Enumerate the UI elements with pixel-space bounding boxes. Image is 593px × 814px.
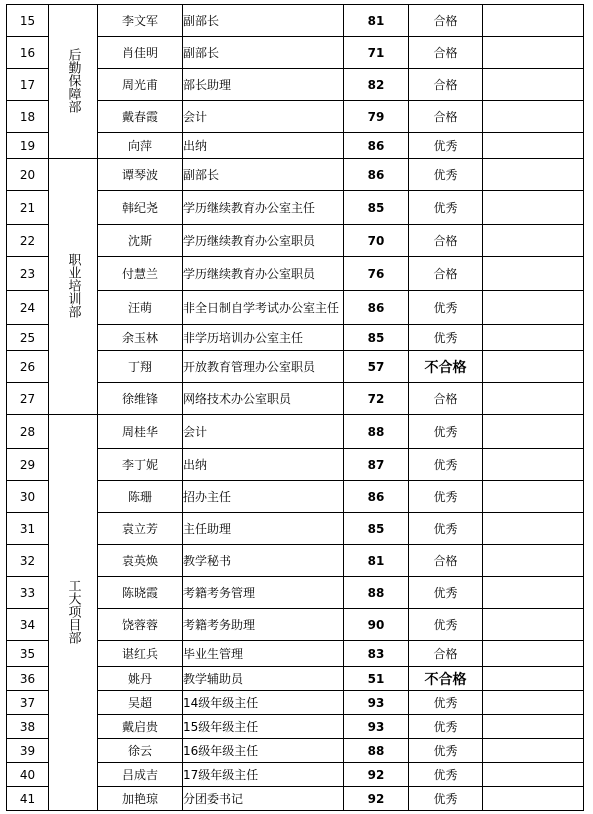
empty-cell [483, 5, 584, 37]
position-cell: 14级年级主任 [183, 691, 344, 715]
position-cell: 出纳 [183, 449, 344, 481]
position-cell: 网络技术办公室职员 [183, 383, 344, 415]
grade-cell: 优秀 [409, 481, 483, 513]
grade-cell: 不合格 [409, 667, 483, 691]
empty-cell [483, 609, 584, 641]
score-cell: 88 [344, 739, 409, 763]
score-cell: 90 [344, 609, 409, 641]
grade-cell: 优秀 [409, 763, 483, 787]
empty-cell [483, 383, 584, 415]
grade-cell: 优秀 [409, 739, 483, 763]
score-cell: 79 [344, 101, 409, 133]
row-number-cell: 31 [7, 513, 49, 545]
position-cell: 非学历培训办公室主任 [183, 325, 344, 351]
empty-cell [483, 513, 584, 545]
grade-cell: 合格 [409, 257, 483, 291]
position-cell: 副部长 [183, 5, 344, 37]
name-cell: 肖佳明 [98, 37, 183, 69]
score-cell: 51 [344, 667, 409, 691]
name-cell: 陈珊 [98, 481, 183, 513]
name-cell: 姚丹 [98, 667, 183, 691]
position-cell: 毕业生管理 [183, 641, 344, 667]
name-cell: 吴超 [98, 691, 183, 715]
position-cell: 学历继续教育办公室主任 [183, 191, 344, 225]
name-cell: 丁翔 [98, 351, 183, 383]
name-cell: 周桂华 [98, 415, 183, 449]
department-cell [49, 5, 98, 159]
name-cell: 汪萌 [98, 291, 183, 325]
position-cell: 17级年级主任 [183, 763, 344, 787]
name-cell: 付慧兰 [98, 257, 183, 291]
score-cell: 81 [344, 545, 409, 577]
name-cell: 李文军 [98, 5, 183, 37]
row-number-cell: 18 [7, 101, 49, 133]
row-number-cell: 37 [7, 691, 49, 715]
department-cell [49, 415, 98, 811]
row-number-cell: 27 [7, 383, 49, 415]
row-number-cell: 32 [7, 545, 49, 577]
grade-cell: 合格 [409, 101, 483, 133]
score-cell: 88 [344, 577, 409, 609]
score-cell: 86 [344, 133, 409, 159]
position-cell: 15级年级主任 [183, 715, 344, 739]
department-label: 后勤保障部 [65, 47, 81, 113]
position-cell: 分团委书记 [183, 787, 344, 811]
empty-cell [483, 159, 584, 191]
position-cell: 出纳 [183, 133, 344, 159]
score-cell: 81 [344, 5, 409, 37]
empty-cell [483, 291, 584, 325]
empty-cell [483, 351, 584, 383]
name-cell: 吕成吉 [98, 763, 183, 787]
position-cell: 主任助理 [183, 513, 344, 545]
position-cell: 开放教育管理办公室职员 [183, 351, 344, 383]
grade-cell: 不合格 [409, 351, 483, 383]
name-cell: 饶蓉蓉 [98, 609, 183, 641]
score-cell: 93 [344, 691, 409, 715]
grade-cell: 合格 [409, 5, 483, 37]
score-cell: 88 [344, 415, 409, 449]
row-number-cell: 23 [7, 257, 49, 291]
row-number-cell: 17 [7, 69, 49, 101]
name-cell: 袁立芳 [98, 513, 183, 545]
score-cell: 71 [344, 37, 409, 69]
row-number-cell: 36 [7, 667, 49, 691]
name-cell: 谌红兵 [98, 641, 183, 667]
row-number-cell: 33 [7, 577, 49, 609]
score-cell: 72 [344, 383, 409, 415]
grade-cell: 优秀 [409, 325, 483, 351]
row-number-cell: 21 [7, 191, 49, 225]
name-cell: 向萍 [98, 133, 183, 159]
name-cell: 沈斯 [98, 225, 183, 257]
row-number-cell: 30 [7, 481, 49, 513]
row-number-cell: 22 [7, 225, 49, 257]
row-number-cell: 19 [7, 133, 49, 159]
empty-cell [483, 69, 584, 101]
position-cell: 副部长 [183, 37, 344, 69]
row-number-cell: 24 [7, 291, 49, 325]
row-number-cell: 25 [7, 325, 49, 351]
empty-cell [483, 763, 584, 787]
score-cell: 83 [344, 641, 409, 667]
empty-cell [483, 191, 584, 225]
score-cell: 82 [344, 69, 409, 101]
position-cell: 考籍考务助理 [183, 609, 344, 641]
grade-cell: 优秀 [409, 513, 483, 545]
position-cell: 学历继续教育办公室职员 [183, 225, 344, 257]
grade-cell: 合格 [409, 69, 483, 101]
grade-cell: 优秀 [409, 133, 483, 159]
empty-cell [483, 739, 584, 763]
position-cell: 16级年级主任 [183, 739, 344, 763]
row-number-cell: 29 [7, 449, 49, 481]
results-table [6, 4, 584, 811]
position-cell: 教学辅助员 [183, 667, 344, 691]
grade-cell: 优秀 [409, 191, 483, 225]
position-cell: 教学秘书 [183, 545, 344, 577]
grade-cell: 优秀 [409, 415, 483, 449]
grade-cell: 优秀 [409, 577, 483, 609]
row-number-cell: 38 [7, 715, 49, 739]
grade-cell: 优秀 [409, 787, 483, 811]
department-cell [49, 159, 98, 415]
empty-cell [483, 225, 584, 257]
score-cell: 85 [344, 191, 409, 225]
empty-cell [483, 641, 584, 667]
empty-cell [483, 787, 584, 811]
empty-cell [483, 545, 584, 577]
grade-cell: 合格 [409, 225, 483, 257]
empty-cell [483, 667, 584, 691]
position-cell: 非全日制自学考试办公室主任 [183, 291, 344, 325]
name-cell: 袁英焕 [98, 545, 183, 577]
name-cell: 余玉林 [98, 325, 183, 351]
score-cell: 70 [344, 225, 409, 257]
position-cell: 会计 [183, 415, 344, 449]
name-cell: 李丁妮 [98, 449, 183, 481]
department-label: 工大项目部 [65, 578, 81, 644]
position-cell: 副部长 [183, 159, 344, 191]
grade-cell: 优秀 [409, 715, 483, 739]
name-cell: 韩纪尧 [98, 191, 183, 225]
score-cell: 85 [344, 513, 409, 545]
score-cell: 92 [344, 763, 409, 787]
empty-cell [483, 481, 584, 513]
score-cell: 85 [344, 325, 409, 351]
table-row [7, 415, 584, 449]
grade-cell: 优秀 [409, 691, 483, 715]
name-cell: 徐云 [98, 739, 183, 763]
name-cell: 戴启贵 [98, 715, 183, 739]
score-cell: 87 [344, 449, 409, 481]
department-label: 职业培训部 [65, 252, 81, 318]
row-number-cell: 34 [7, 609, 49, 641]
position-cell: 招办主任 [183, 481, 344, 513]
empty-cell [483, 257, 584, 291]
empty-cell [483, 325, 584, 351]
empty-cell [483, 577, 584, 609]
grade-cell: 优秀 [409, 449, 483, 481]
grade-cell: 合格 [409, 383, 483, 415]
grade-cell: 合格 [409, 641, 483, 667]
empty-cell [483, 133, 584, 159]
table-row [7, 5, 584, 37]
empty-cell [483, 691, 584, 715]
grade-cell: 合格 [409, 545, 483, 577]
empty-cell [483, 415, 584, 449]
score-cell: 86 [344, 159, 409, 191]
table-row [7, 159, 584, 191]
row-number-cell: 16 [7, 37, 49, 69]
row-number-cell: 39 [7, 739, 49, 763]
grade-cell: 优秀 [409, 159, 483, 191]
name-cell: 加艳琼 [98, 787, 183, 811]
empty-cell [483, 37, 584, 69]
row-number-cell: 20 [7, 159, 49, 191]
name-cell: 戴春霞 [98, 101, 183, 133]
score-cell: 57 [344, 351, 409, 383]
grade-cell: 合格 [409, 37, 483, 69]
row-number-cell: 28 [7, 415, 49, 449]
score-cell: 86 [344, 481, 409, 513]
score-cell: 76 [344, 257, 409, 291]
row-number-cell: 41 [7, 787, 49, 811]
position-cell: 学历继续教育办公室职员 [183, 257, 344, 291]
row-number-cell: 15 [7, 5, 49, 37]
row-number-cell: 26 [7, 351, 49, 383]
position-cell: 考籍考务管理 [183, 577, 344, 609]
score-cell: 92 [344, 787, 409, 811]
position-cell: 部长助理 [183, 69, 344, 101]
empty-cell [483, 715, 584, 739]
row-number-cell: 35 [7, 641, 49, 667]
score-cell: 93 [344, 715, 409, 739]
position-cell: 会计 [183, 101, 344, 133]
name-cell: 谭琴波 [98, 159, 183, 191]
empty-cell [483, 101, 584, 133]
score-cell: 86 [344, 291, 409, 325]
grade-cell: 优秀 [409, 609, 483, 641]
name-cell: 徐维锋 [98, 383, 183, 415]
name-cell: 陈晓霞 [98, 577, 183, 609]
empty-cell [483, 449, 584, 481]
row-number-cell: 40 [7, 763, 49, 787]
grade-cell: 优秀 [409, 291, 483, 325]
name-cell: 周光甫 [98, 69, 183, 101]
